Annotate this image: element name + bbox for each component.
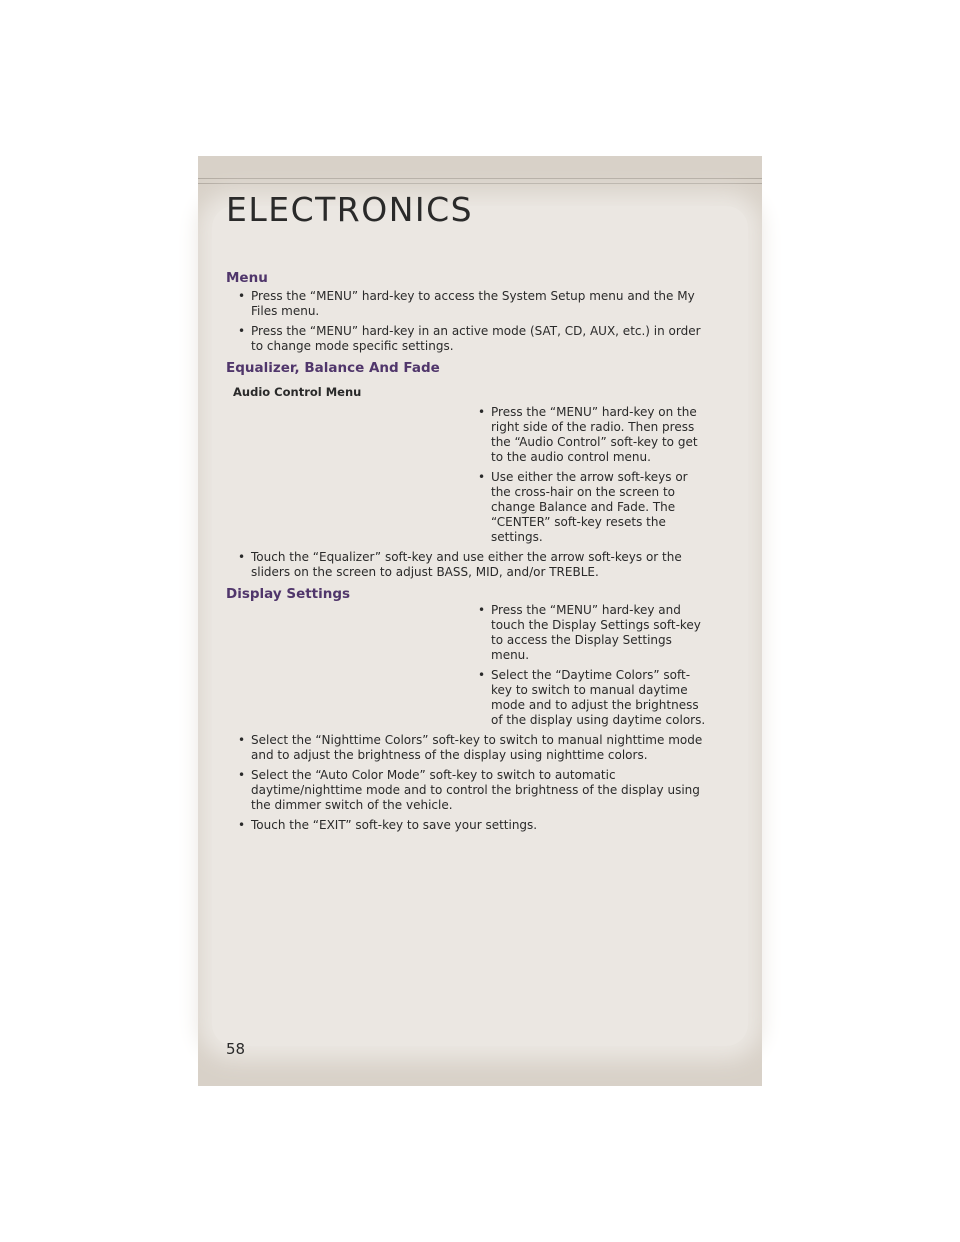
subheading-audio-control-menu: Audio Control Menu [233,385,362,399]
section-heading-equalizer: Equalizer, Balance And Fade [226,360,440,376]
list-item: • Select the “Daytime Colors” soft-key to switch to manual daytime mode and to adjust the brightness of the display using daytime colors. [466,668,706,728]
section-heading-display-settings: Display Settings [226,586,351,602]
list-item: • Touch the “EXIT” soft-key to save your settings. [226,818,716,833]
list-item: • Select the “Auto Color Mode” soft-key to switch to automatic daytime/nighttime mode and to control the brightness of the display using the dimmer switch of the vehicle. [226,768,716,813]
list-item: • Select the “Nighttime Colors” soft-key to switch to manual nighttime mode and to adjust the brightness of the display using nighttime colors. [226,733,716,763]
section-menu [226,269,716,354]
list-item: • Press the “MENU” hard-key in an active mode (SAT, CD, AUX, etc.) in order to change mode specific settings. [226,324,716,354]
menu-list [226,289,716,354]
chapter-title: ELECTRONICS [226,190,474,229]
section-equalizer [226,359,716,580]
header-rule-top [198,178,762,179]
audio-control-list [466,405,706,545]
list-item: • Press the “MENU” hard-key on the right side of the radio. Then press the “Audio Control” soft-key to get to the audio control menu. [466,405,706,465]
page-content [226,269,716,838]
list-item: • Press the “MENU” hard-key and touch the Display Settings soft-key to access the Display Settings menu. [466,603,706,663]
section-heading-menu: Menu [226,270,268,286]
manual-page [198,156,762,1086]
list-item: • Press the “MENU” hard-key to access the System Setup menu and the My Files menu. [226,289,716,319]
list-item: • Use either the arrow soft-keys or the cross-hair on the screen to change Balance and Fade. The “CENTER” soft-key resets the settings. [466,470,706,545]
equalizer-list [226,550,716,580]
section-display-settings [226,585,716,833]
page-number: 58 [226,1040,246,1058]
list-item: • Touch the “Equalizer” soft-key and use either the arrow soft-keys or the sliders on the screen to adjust BASS, MID, and/or TREBLE. [226,550,716,580]
display-settings-list [226,733,716,833]
display-settings-side-list [466,603,706,728]
header-rule-bottom [198,183,762,184]
